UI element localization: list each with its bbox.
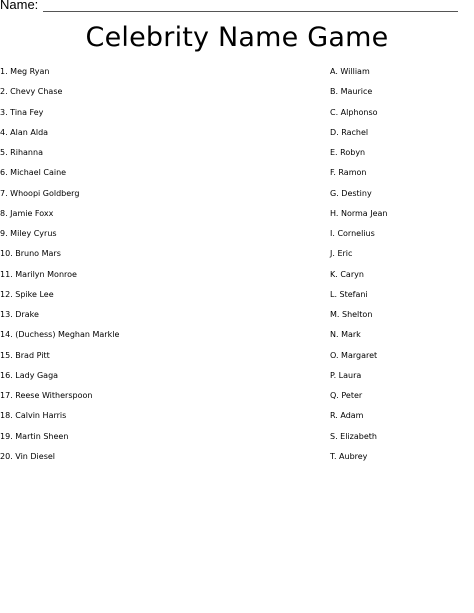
birth-name-list xyxy=(330,62,470,467)
birth-name-item: A. William xyxy=(330,67,370,76)
birth-name-item: I. Cornelius xyxy=(330,229,375,238)
celebrity-item: 14. (Duchess) Meghan Markle xyxy=(0,330,120,340)
name-label: Name: xyxy=(0,0,39,12)
birth-name-item: F. Ramon xyxy=(330,168,367,178)
celebrity-item: 12. Spike Lee xyxy=(0,289,54,299)
birth-name-item: D. Rachel xyxy=(330,127,369,137)
celebrity-item: 2. Chevy Chase xyxy=(0,87,63,97)
celebrity-item: 7. Whoopi Goldberg xyxy=(0,188,80,198)
celebrity-item: 1. Meg Ryan xyxy=(0,67,50,76)
name-field[interactable] xyxy=(0,0,458,14)
birth-name-item: P. Laura xyxy=(330,370,362,380)
name-blank-line[interactable] xyxy=(43,11,458,12)
birth-name-item: C. Alphonso xyxy=(330,107,378,117)
celebrity-item: 6. Michael Caine xyxy=(0,168,67,178)
birth-name-item: H. Norma Jean xyxy=(330,208,388,218)
birth-name-item: M. Shelton xyxy=(330,310,373,319)
birth-name-item: R. Adam xyxy=(330,411,364,421)
celebrity-item: 3. Tina Fey xyxy=(0,107,44,117)
birth-name-item: J. Eric xyxy=(330,249,353,259)
celebrity-item: 16. Lady Gaga xyxy=(0,370,59,380)
celebrity-item: 20. Vin Diesel xyxy=(0,451,56,461)
celebrity-item: 11. Marilyn Monroe xyxy=(0,269,77,279)
birth-name-item: L. Stefani xyxy=(330,289,368,299)
birth-name-item: K. Caryn xyxy=(330,269,364,279)
celebrity-item: 18. Calvin Harris xyxy=(0,411,67,421)
birth-name-item: E. Robyn xyxy=(330,148,366,157)
celebrity-item: 9. Miley Cyrus xyxy=(0,229,57,238)
birth-name-item: G. Destiny xyxy=(330,188,372,198)
celebrity-list xyxy=(0,62,300,467)
birth-name-item: N. Mark xyxy=(330,330,361,340)
page-title: Celebrity Name Game xyxy=(85,22,389,53)
celebrity-item: 13. Drake xyxy=(0,310,39,319)
birth-name-item: S. Elizabeth xyxy=(330,431,377,441)
celebrity-item: 8. Jamie Foxx xyxy=(0,208,54,218)
birth-name-item: T. Aubrey xyxy=(330,451,368,461)
birth-name-item: B. Maurice xyxy=(330,87,373,97)
celebrity-item: 17. Reese Witherspoon xyxy=(0,391,93,400)
celebrity-item: 15. Brad Pitt xyxy=(0,350,50,360)
celebrity-item: 10. Bruno Mars xyxy=(0,249,61,259)
birth-name-item: Q. Peter xyxy=(330,391,363,400)
celebrity-item: 4. Alan Alda xyxy=(0,127,49,137)
celebrity-item: 5. Rihanna xyxy=(0,148,43,157)
birth-name-item: O. Margaret xyxy=(330,350,378,360)
celebrity-item: 19. Martin Sheen xyxy=(0,431,69,441)
